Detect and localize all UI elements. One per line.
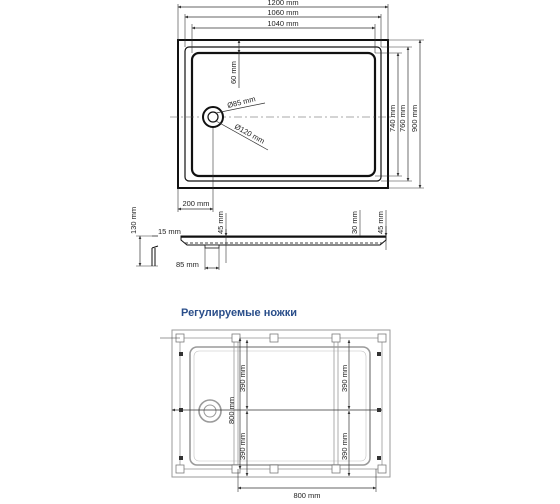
foot-bottom-left — [176, 465, 184, 473]
mark-top-right — [377, 352, 381, 356]
foot-bottom-right — [378, 465, 386, 473]
mark-bottom-right — [377, 456, 381, 460]
rim-right-label: 45 mm — [376, 211, 385, 234]
mark-mid-right — [377, 408, 381, 412]
depth-right-label: 30 mm — [350, 211, 359, 234]
drain-offset-label: 200 mm — [182, 199, 210, 208]
width-inner-2-label: 1040 mm — [267, 19, 299, 28]
span-lower-right-label: 390 mm — [340, 432, 349, 460]
foot-detail-profile — [152, 246, 158, 266]
drain-large-label: Ø120 mm — [233, 121, 267, 146]
feet-section-title: Регулируемые ножки — [181, 307, 297, 319]
mark-bottom-left — [179, 456, 183, 460]
support-beam-right — [334, 338, 338, 469]
drain-outer-ring — [203, 107, 223, 127]
foot-offset-label: 15 mm — [158, 227, 181, 236]
span-lower-left-label: 390 mm — [238, 432, 247, 460]
foot-bottom-mid-left — [232, 465, 240, 473]
drain-small-label: Ø85 mm — [226, 94, 257, 110]
mark-mid-left — [179, 408, 183, 412]
mark-top-left — [179, 352, 183, 356]
drain-side-label: 85 mm — [176, 260, 199, 269]
height-total-label: 900 mm — [410, 104, 419, 132]
foot-bottom-mid-right — [332, 465, 340, 473]
height-side-label: 130 mm — [129, 206, 138, 234]
width-inner-1-label: 1060 mm — [267, 8, 299, 17]
top-view — [170, 0, 424, 212]
foot-top-right — [378, 334, 386, 342]
foot-top-mid-left — [232, 334, 240, 342]
offset-top-label: 60 mm — [229, 61, 238, 84]
depth-left-label: 45 mm — [216, 211, 225, 234]
foot-top-mid — [270, 334, 278, 342]
drain-spigot-side — [205, 245, 219, 248]
height-inner-2-label: 760 mm — [398, 104, 407, 132]
span-upper-left-label: 390 mm — [238, 364, 247, 392]
feet-width-label: 800 mm — [293, 491, 321, 500]
feet-drain-outer — [199, 400, 221, 422]
feet-height-label: 800 mm — [227, 396, 236, 424]
side-view — [129, 207, 386, 270]
foot-bottom-mid — [270, 465, 278, 473]
height-inner-1-label: 740 mm — [388, 104, 397, 132]
width-total-label: 1200 mm — [267, 0, 299, 7]
foot-top-mid-right — [332, 334, 340, 342]
span-upper-right-label: 390 mm — [340, 364, 349, 392]
feet-view — [160, 307, 390, 500]
